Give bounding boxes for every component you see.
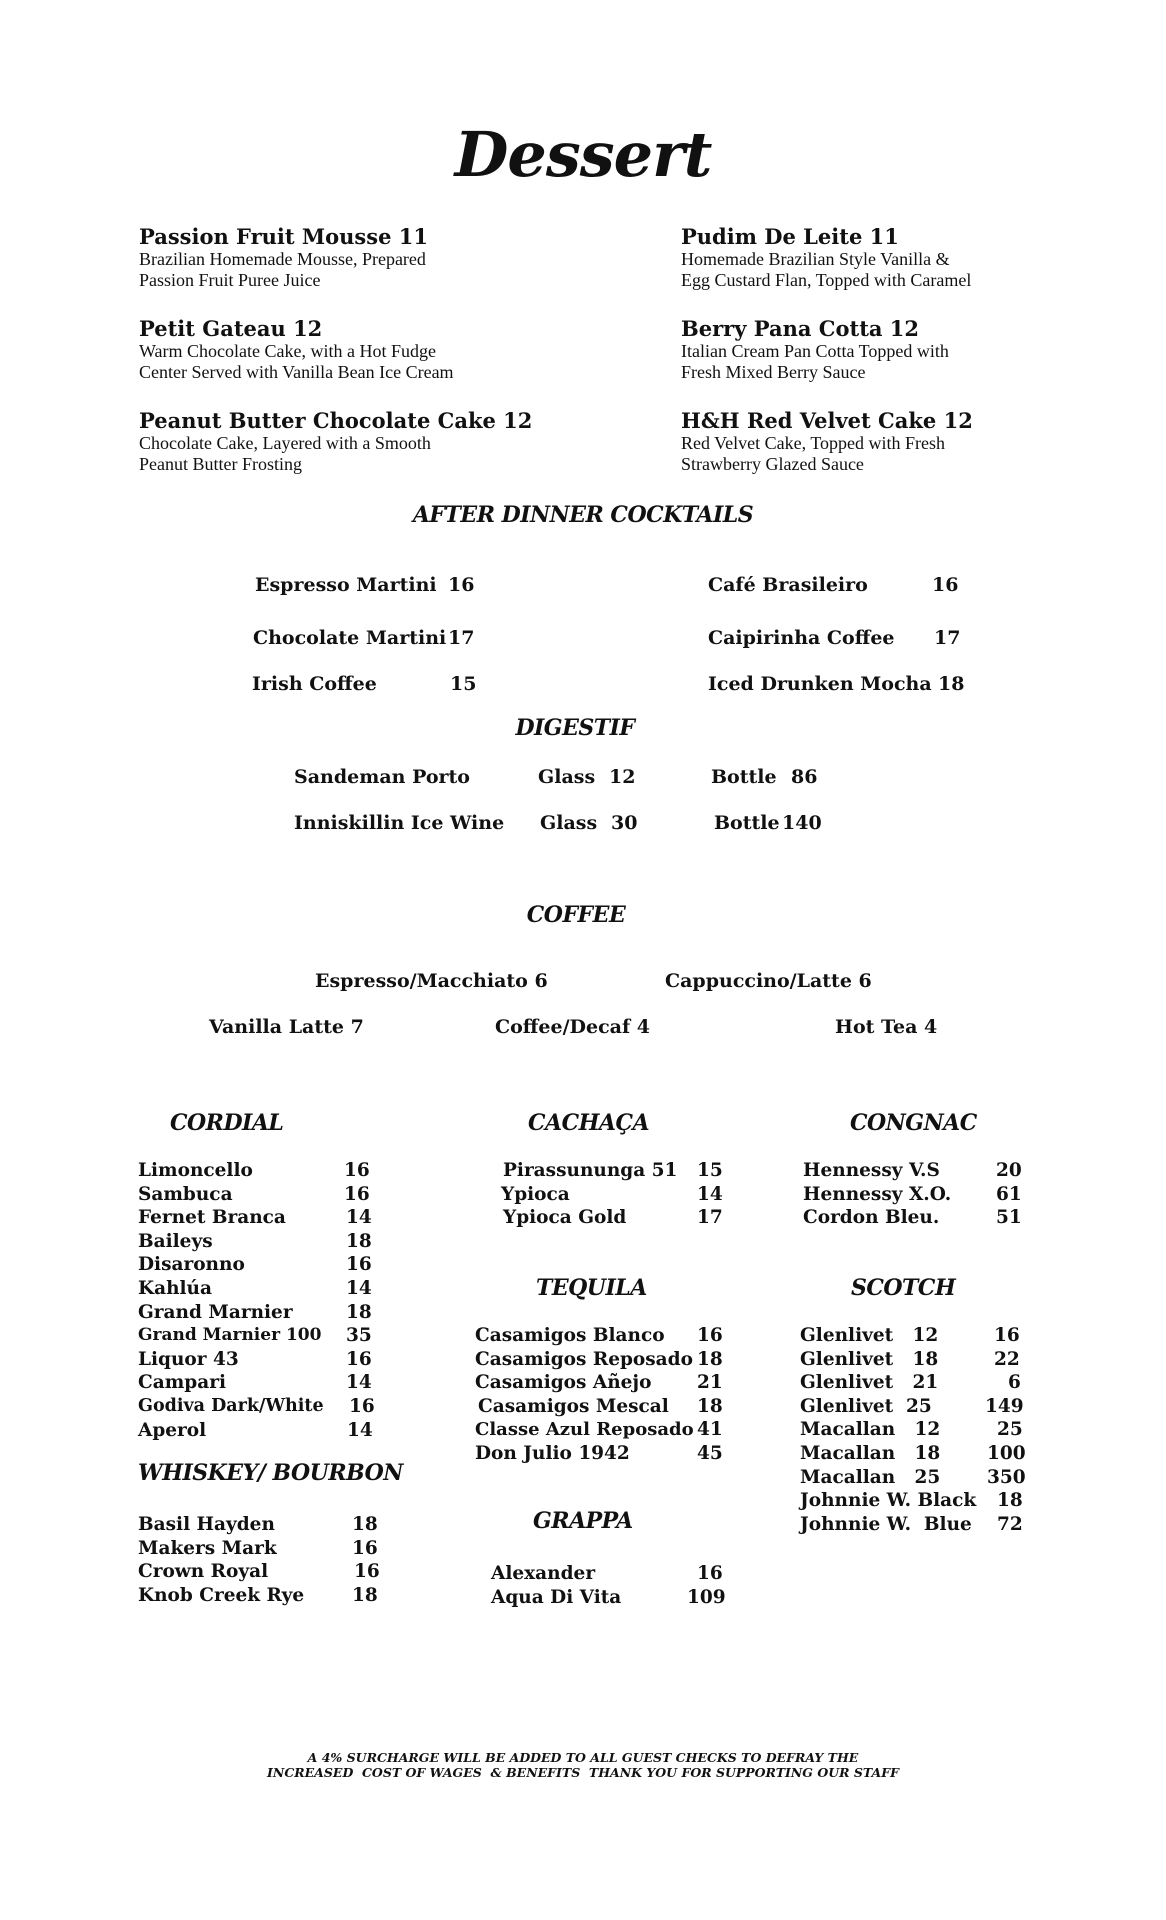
item-price: 15: [697, 1160, 723, 1181]
list-item: [803, 1159, 1043, 1183]
cordial-list: [138, 1159, 378, 1442]
cachaca-list: [503, 1159, 743, 1230]
item-price: 16: [344, 1160, 370, 1181]
list-item: [800, 1348, 1040, 1372]
grappa-list: [491, 1562, 731, 1609]
item-price: 45: [697, 1442, 723, 1464]
glass-price: 30: [611, 812, 638, 834]
cocktail-price: 17: [934, 627, 961, 649]
list-item: [475, 1371, 735, 1395]
dessert-desc: Fresh Mixed Berry Sauce: [681, 362, 866, 382]
cocktail-price: 15: [450, 673, 477, 695]
item-price: 17: [697, 1207, 723, 1229]
bottle-label: Bottle: [714, 812, 780, 834]
list-item: [138, 1537, 378, 1561]
dessert-name: Berry Pana Cotta 12: [681, 316, 920, 341]
item-price: 22: [994, 1348, 1020, 1370]
list-item: [491, 1562, 731, 1586]
item-price: 18: [346, 1301, 372, 1323]
item-name: Fernet Branca: [138, 1207, 286, 1229]
surcharge-line: A 4% SURCHARGE WILL BE ADDED TO ALL GUEST CHECKS TO DEFRAY THE: [307, 1750, 859, 1765]
item-name: Johnnie W. Blue: [800, 1513, 972, 1535]
cocktail-price: 16: [932, 574, 959, 596]
list-item: [475, 1395, 735, 1419]
glass-price: 12: [609, 766, 636, 788]
item-price: 51: [996, 1207, 1022, 1229]
cocktail-name: Iced Drunken Mocha: [708, 673, 932, 695]
bottle-price: 86: [791, 766, 818, 788]
item-name: Casamigos Añejo: [475, 1372, 652, 1394]
list-item: [800, 1489, 1040, 1513]
item-price: 14: [346, 1207, 372, 1229]
item-price: 18: [352, 1514, 378, 1535]
section-heading-coffee: COFFEE: [526, 902, 626, 928]
glass-label: Glass: [540, 812, 598, 834]
item-price: 72: [997, 1513, 1023, 1535]
item-price: 14: [346, 1277, 372, 1299]
dessert-name: Pudim De Leite 11: [681, 224, 899, 249]
tequila-list: [475, 1324, 735, 1466]
item-name: Godiva Dark/White: [138, 1395, 324, 1416]
item-name: Limoncello: [138, 1160, 253, 1181]
item-price: 41: [697, 1419, 723, 1441]
item-name: Macallan 12: [800, 1419, 941, 1441]
item-price: 350: [987, 1466, 1026, 1488]
item-price: 16: [994, 1325, 1020, 1346]
digestif-name: Inniskillin Ice Wine: [294, 812, 505, 834]
list-item: [138, 1560, 378, 1584]
section-heading-cognac: CONGNAC: [850, 1110, 977, 1136]
item-price: 35: [346, 1325, 372, 1347]
item-price: 6: [1008, 1372, 1021, 1394]
item-name: Macallan 25: [800, 1466, 941, 1488]
coffee-item: Hot Tea 4: [835, 1016, 938, 1038]
list-item: [803, 1206, 1043, 1230]
dessert-name: Peanut Butter Chocolate Cake 12: [139, 408, 533, 433]
list-item: [138, 1513, 378, 1537]
dessert-name: Passion Fruit Mousse 11: [139, 224, 428, 249]
item-price: 14: [697, 1183, 723, 1205]
surcharge-line: INCREASED COST OF WAGES & BENEFITS THANK YOU FOR SUPPORTING OUR STAFF: [267, 1765, 899, 1780]
list-item: [800, 1418, 1040, 1442]
list-item: [138, 1324, 378, 1348]
scotch-list: [800, 1324, 1040, 1536]
list-item: [503, 1183, 743, 1207]
item-price: 21: [697, 1372, 723, 1394]
dessert-desc: Warm Chocolate Cake, with a Hot Fudge: [139, 341, 436, 361]
coffee-item: Espresso/Macchiato 6: [315, 970, 548, 992]
item-price: 16: [346, 1254, 372, 1276]
whiskey-list: [138, 1513, 378, 1607]
item-price: 16: [346, 1348, 372, 1370]
list-item: [475, 1442, 735, 1466]
item-price: 16: [697, 1563, 723, 1584]
cocktail-name: Café Brasileiro: [708, 574, 868, 596]
list-item: [138, 1230, 378, 1254]
dessert-desc: Italian Cream Pan Cotta Topped with: [681, 341, 949, 361]
item-price: 18: [997, 1490, 1023, 1512]
list-item: [491, 1586, 731, 1610]
bottle-label: Bottle: [711, 766, 777, 788]
item-name: Hennessy X.O.: [803, 1183, 952, 1205]
dessert-desc: Peanut Butter Frosting: [139, 454, 302, 474]
item-price: 16: [349, 1395, 375, 1417]
cognac-list: [803, 1159, 1043, 1230]
coffee-item: Vanilla Latte 7: [209, 1016, 364, 1038]
item-price: 16: [344, 1183, 370, 1205]
list-item: [475, 1324, 735, 1348]
dessert-item: [139, 316, 454, 383]
coffee-item: Coffee/Decaf 4: [495, 1016, 650, 1038]
item-name: Hennessy V.S: [803, 1160, 940, 1181]
item-name: Classe Azul Reposado: [475, 1419, 694, 1441]
item-name: Glenlivet 18: [800, 1348, 939, 1370]
item-price: 18: [697, 1395, 723, 1417]
list-item: [503, 1159, 743, 1183]
list-item: [803, 1183, 1043, 1207]
list-item: [138, 1371, 378, 1395]
item-name: Knob Creek Rye: [138, 1584, 305, 1606]
item-name: Sambuca: [138, 1183, 233, 1205]
dessert-desc: Brazilian Homemade Mousse, Prepared: [139, 249, 426, 269]
list-item: [800, 1395, 1040, 1419]
coffee-item: Cappuccino/Latte 6: [665, 970, 872, 992]
item-price: 61: [996, 1183, 1022, 1205]
cocktail-name: Espresso Martini: [255, 574, 437, 596]
item-price: 18: [346, 1230, 372, 1252]
list-item: [800, 1466, 1040, 1490]
section-heading-cocktails: AFTER DINNER COCKTAILS: [412, 502, 754, 528]
dessert-name: Petit Gateau 12: [139, 316, 323, 341]
item-price: 100: [987, 1442, 1026, 1464]
section-heading-whiskey: WHISKEY/ BOURBON: [138, 1460, 403, 1486]
list-item: [800, 1442, 1040, 1466]
item-name: Aqua Di Vita: [491, 1586, 622, 1608]
bottle-price: 140: [782, 812, 822, 834]
cocktail-name: Caipirinha Coffee: [708, 627, 895, 649]
cocktail-name: Chocolate Martini: [253, 627, 447, 649]
item-name: Basil Hayden: [138, 1514, 275, 1535]
item-name: Macallan 18: [800, 1442, 941, 1464]
list-item: [138, 1159, 378, 1183]
item-name: Glenlivet 12: [800, 1325, 939, 1346]
item-name: Ypioca Gold: [503, 1207, 627, 1229]
list-item: [138, 1301, 378, 1325]
item-name: Cordon Bleu.: [803, 1207, 940, 1229]
item-name: Glenlivet 25: [800, 1395, 932, 1417]
dessert-desc: Egg Custard Flan, Topped with Caramel: [681, 270, 972, 290]
digestif-name: Sandeman Porto: [294, 766, 470, 788]
dessert-desc: Red Velvet Cake, Topped with Fresh: [681, 433, 946, 453]
item-price: 16: [354, 1561, 380, 1583]
glass-label: Glass: [538, 766, 596, 788]
dessert-item: [139, 224, 428, 291]
item-name: Casamigos Blanco: [475, 1325, 665, 1346]
list-item: [503, 1206, 743, 1230]
item-price: 18: [697, 1348, 723, 1370]
list-item: [138, 1253, 378, 1277]
item-price: 149: [985, 1395, 1024, 1417]
dessert-desc: Strawberry Glazed Sauce: [681, 454, 864, 474]
list-item: [475, 1348, 735, 1372]
list-item: [138, 1206, 378, 1230]
section-heading-tequila: TEQUILA: [536, 1275, 647, 1301]
item-name: Makers Mark: [138, 1537, 277, 1559]
cocktail-name: Irish Coffee: [252, 673, 377, 695]
item-name: Pirassununga 51: [503, 1160, 678, 1181]
list-item: [800, 1371, 1040, 1395]
list-item: [138, 1395, 378, 1419]
item-name: Ypioca: [501, 1183, 570, 1205]
item-name: Casamigos Mescal: [478, 1395, 669, 1417]
cocktail-price: 16: [448, 574, 475, 596]
item-price: 16: [697, 1325, 723, 1346]
section-heading-cordial: CORDIAL: [170, 1110, 284, 1136]
page-title: Dessert: [454, 118, 712, 191]
list-item: [138, 1348, 378, 1372]
item-price: 20: [996, 1160, 1022, 1181]
item-name: Liquor 43: [138, 1348, 239, 1370]
list-item: [138, 1277, 378, 1301]
section-heading-grappa: GRAPPA: [533, 1508, 633, 1534]
item-price: 14: [346, 1372, 372, 1394]
item-name: Johnnie W. Black: [800, 1490, 977, 1512]
item-name: Aperol: [138, 1419, 207, 1441]
item-name: Disaronno: [138, 1254, 245, 1276]
section-heading-scotch: SCOTCH: [851, 1275, 956, 1301]
item-name: Baileys: [138, 1230, 213, 1252]
item-name: Grand Marnier 100: [138, 1325, 322, 1346]
list-item: [475, 1418, 735, 1442]
list-item: [138, 1584, 378, 1608]
item-price: 16: [352, 1537, 378, 1559]
dessert-item: [681, 224, 971, 291]
list-item: [800, 1324, 1040, 1348]
surcharge-notice: [0, 1750, 1166, 1780]
cocktail-price: 17: [448, 627, 475, 649]
item-name: Kahlúa: [138, 1277, 212, 1299]
item-price: 18: [352, 1584, 378, 1606]
item-name: Crown Royal: [138, 1561, 269, 1583]
dessert-desc: Homemade Brazilian Style Vanilla &: [681, 249, 950, 269]
dessert-item: [139, 408, 532, 475]
item-price: 25: [997, 1419, 1023, 1441]
item-price: 14: [347, 1419, 373, 1441]
dessert-desc: Chocolate Cake, Layered with a Smooth: [139, 433, 431, 453]
item-name: Glenlivet 21: [800, 1372, 939, 1394]
dessert-desc: Passion Fruit Puree Juice: [139, 270, 321, 290]
dessert-item: [681, 408, 973, 475]
dessert-desc: Center Served with Vanilla Bean Ice Cream: [139, 362, 454, 382]
item-name: Grand Marnier: [138, 1301, 293, 1323]
dessert-item: [681, 316, 949, 383]
list-item: [800, 1513, 1040, 1537]
section-heading-digestif: DIGESTIF: [515, 715, 635, 741]
cocktail-price: 18: [938, 673, 965, 695]
item-price: 109: [687, 1586, 726, 1608]
list-item: [138, 1419, 378, 1443]
section-heading-cachaca: CACHAÇA: [528, 1110, 650, 1136]
item-name: Don Julio 1942: [475, 1442, 630, 1464]
list-item: [138, 1183, 378, 1207]
item-name: Campari: [138, 1372, 226, 1394]
item-name: Casamigos Reposado: [475, 1348, 693, 1370]
item-name: Alexander: [491, 1563, 596, 1584]
dessert-name: H&H Red Velvet Cake 12: [681, 408, 973, 433]
